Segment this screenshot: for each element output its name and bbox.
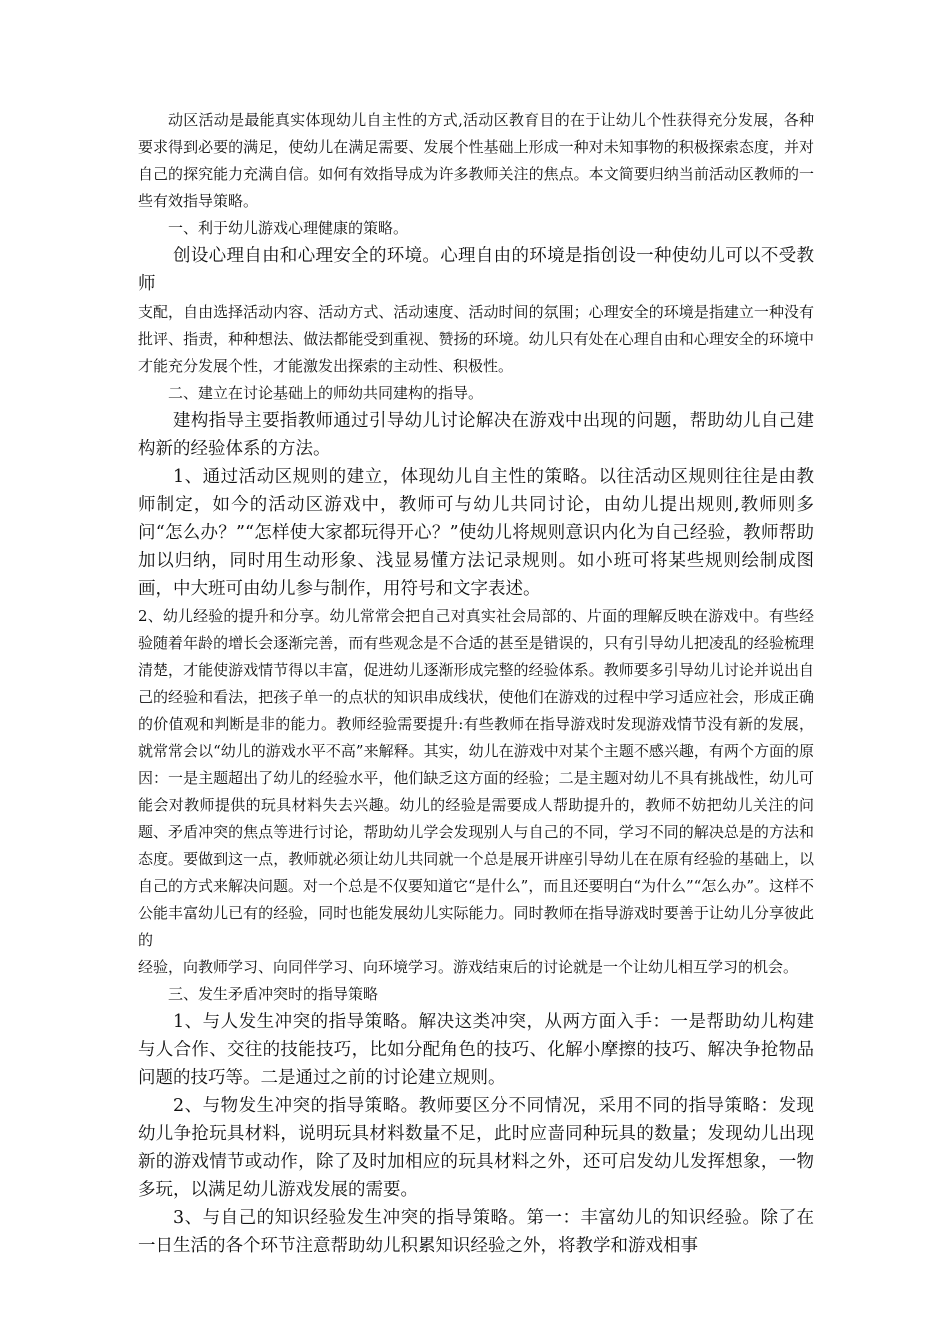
paragraph-conflict-knowledge: 3、与自己的知识经验发生冲突的指导策略。第一：丰富幼儿的知识经验。除了在一日生活的各个环节注意帮助幼儿积累知识经验之外，将教学和游戏相事: [138, 1208, 814, 1256]
paragraph-experience-continued: 经验，向教师学习、向同伴学习、向环境学习。游戏结束后的讨论就是一个让幼儿相互学习的机会。: [138, 958, 799, 976]
paragraph-experience: 2、幼儿经验的提升和分享。幼儿常常会把自己对真实社会局部的、片面的理解反映在游戏中。有些经验随着年龄的增长会逐渐完善，而有些观念是不合适的甚至是错误的，只有引导幼儿把凌乱的经验梳理清楚，才能使游戏情节得以丰富，促进幼儿逐渐形成完整的经验体系。教师要多引导幼儿讨论并说出自己的经验和看法，把孩子单一的点状的知识串成线状，使他们在游戏的过程中学习适应社会，形成正确的价值观和判断是非的能力。教师经验需要提升:有些教师在指导游戏时发现游戏情节没有新的发展，就常常会以“幼儿的游戏水平不高”来解释。其实，幼儿在游戏中对某个主题不感兴趣，有两个方面的原因：一是主题超出了幼儿的经验水平，他们缺乏这方面的经验；二是主题对幼儿不具有挑战性，幼儿可能会对教师提供的玩具材料失去兴趣。幼儿的经验是需要成人帮助提升的，教师不妨把幼儿关注的问题、矛盾冲突的焦点等进行讨论，帮助幼儿学会发现别人与自己的不同，学习不同的解决总是的方法和态度。要做到这一点，教师就必须让幼儿共同就一个总是展开讲座引导幼儿在在原有经验的基础上，以自己的方式来解决问题。对一个总是不仅要知道它“是什么”，而且还要明白“为什么”“怎么办”。这样不公能丰富幼儿已有的经验，同时也能发展幼儿实际能力。同时教师在指导游戏时要善于让幼儿分享彼此的: [138, 607, 815, 949]
paragraph-conflict-people: 1、与人发生冲突的指导策略。解决这类冲突，从两方面入手：一是帮助幼儿构建与人合作、交往的技能技巧，比如分配角色的技巧、化解小摩擦的技巧、解决争抢物品问题的技巧等。二是通过之前的讨论建立规则。: [138, 1012, 814, 1088]
paragraph-conflict-objects: 2、与物发生冲突的指导策略。教师要区分不同情况，采用不同的指导策略：发现幼儿争抢玩具材料，说明玩具材料数量不足，此时应啬同种玩具的数量；发现幼儿出现新的游戏情节或动作，除了及时加相应的玩具材料之外，还可启发幼儿发挥想象，一物多玩，以满足幼儿游戏发展的需要。: [138, 1096, 814, 1200]
paragraph-environment-continued: 支配，自由选择活动内容、活动方式、活动速度、活动时间的氛围；心理安全的环境是指建立一种没有批评、指责，种种想法、做法都能受到重视、赞扬的环境。幼儿只有处在心理自由和心理安全的环境中才能充分发展个性，才能激发出探索的主动性、积极性。: [138, 303, 814, 375]
section-heading-3: 三、发生矛盾冲突时的指导策略: [168, 985, 379, 1003]
document-body: [138, 107, 814, 1260]
paragraph-environment: 创设心理自由和心理安全的环境。心理自由的环境是指创设一种使幼儿可以不受教师: [138, 246, 814, 294]
section-heading-2: 二、建立在讨论基础上的师幼共同建构的指导。: [168, 384, 484, 402]
paragraph-construction: 建构指导主要指教师通过引导幼儿讨论解决在游戏中出现的问题，帮助幼儿自己建构新的经验体系的方法。: [138, 411, 814, 459]
paragraph-rules: 1、通过活动区规则的建立，体现幼儿自主性的策略。以往活动区规则往往是由教师制定，如今的活动区游戏中，教师可与幼儿共同讨论，由幼儿提出规则,教师则多问“怎么办？”“怎样使大家都玩得开心？”使幼儿将规则意识内化为自己经验，教师帮助加以归纳，同时用生动形象、浅显易懂方法记录规则。如小班可将某些规则绘制成图画，中大班可由幼儿参与制作，用符号和文字表述。: [138, 467, 814, 599]
intro-paragraph: 动区活动是最能真实体现幼儿自主性的方式,活动区教育目的在于让幼儿个性获得充分发展，各种要求得到必要的满足，使幼儿在满足需要、发展个性基础上形成一种对未知事物的积极探索态度，并对自己的探究能力充满自信。如何有效指导成为许多教师关注的焦点。本文简要归纳当前活动区教师的一些有效指导策略。: [138, 111, 814, 210]
section-heading-1: 一、利于幼儿游戏心理健康的策略。: [168, 219, 409, 237]
